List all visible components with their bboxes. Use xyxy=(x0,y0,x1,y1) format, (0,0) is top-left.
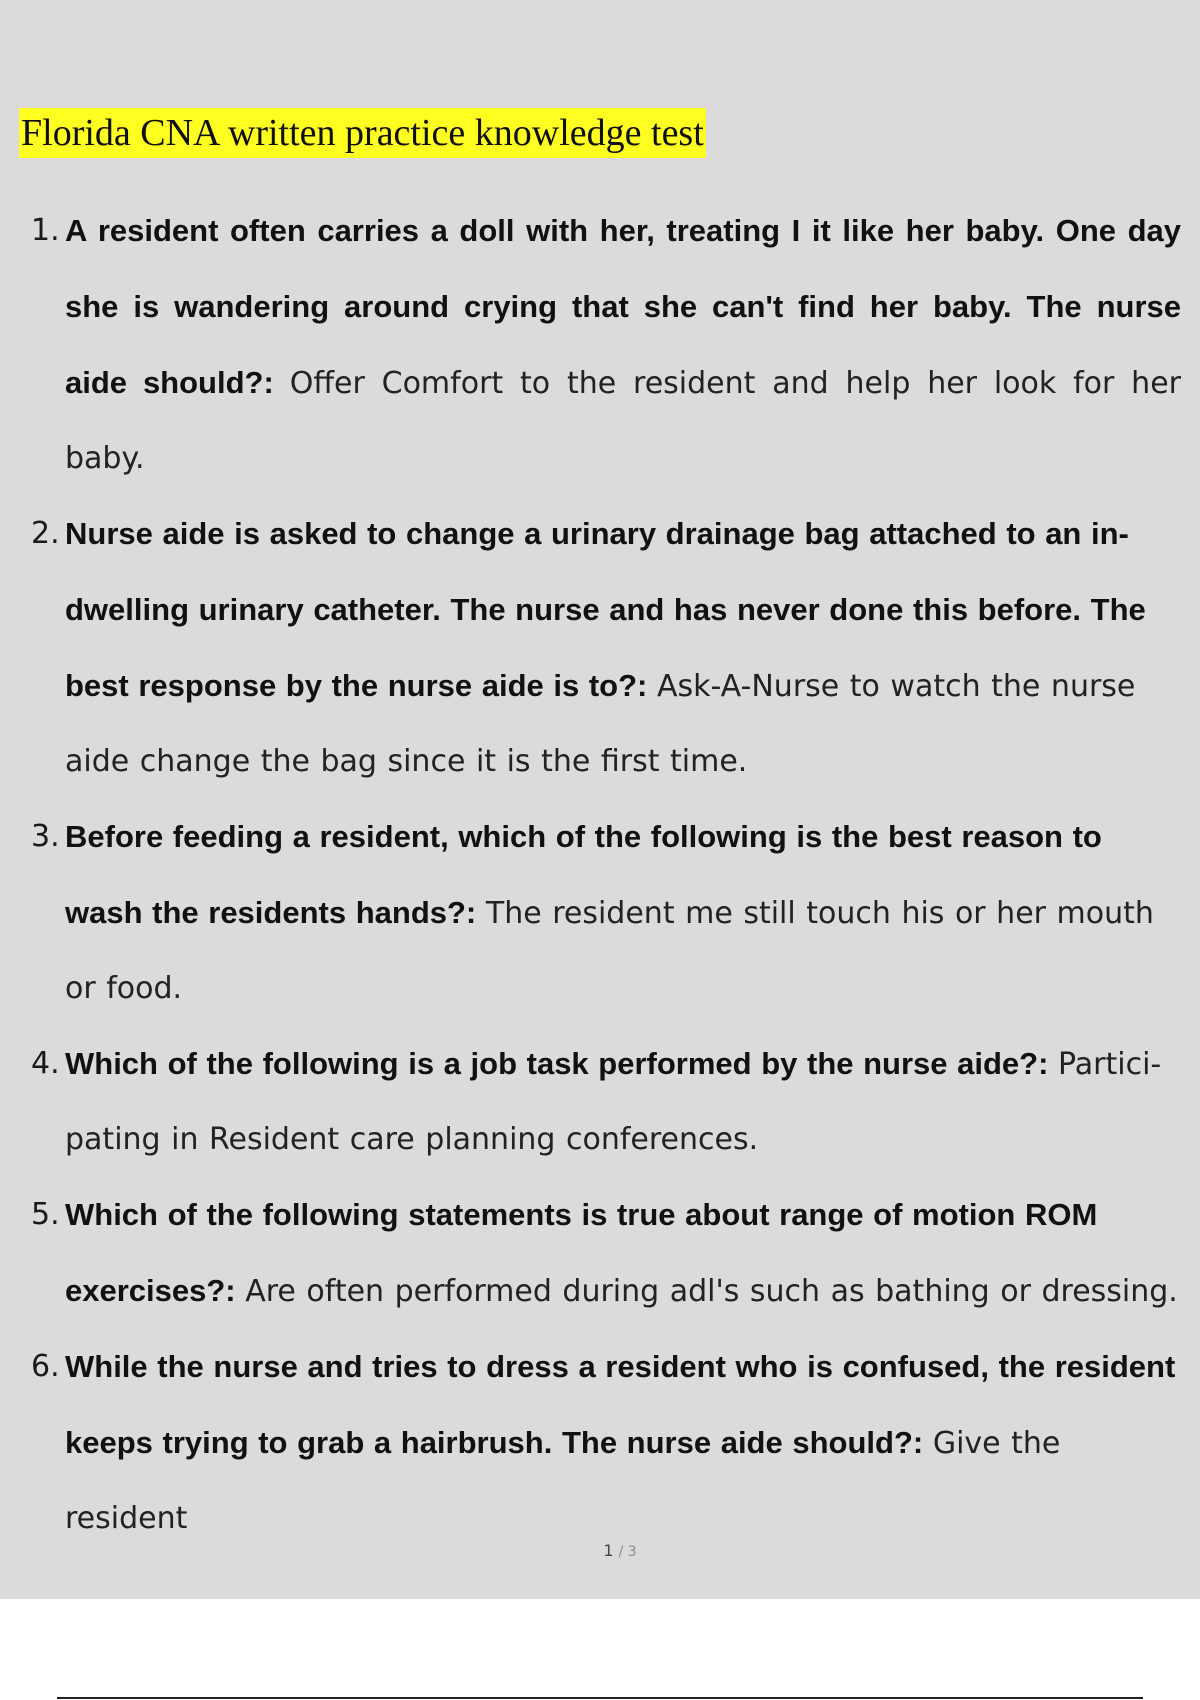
answer-text: Offer Comfort to the resident and help her look for her baby. xyxy=(65,366,1181,476)
question-text: A resident often carries a doll with her, treating I it like her baby. One day she is wandering around crying that she can't find her baby. The nurse aide should?: xyxy=(65,213,1181,400)
question-list xyxy=(31,193,1181,1556)
question-text: Nurse aide is asked to change a urinary drainage bag attached to an in-dwelling urinary catheter. The nurse and has never done this before. The best response by the nurse aide is to?: xyxy=(65,516,1146,703)
question-item-2 xyxy=(31,496,1181,799)
answer-text: The resident me still touch his or her mouth or food. xyxy=(65,896,1154,1006)
question-number: 4. xyxy=(31,1046,60,1081)
question-item-3 xyxy=(31,799,1181,1026)
question-text: While the nurse and tries to dress a resident who is confused, the resident keeps trying to grab a hairbrush. The nurse aide should?: xyxy=(65,1349,1176,1460)
question-text: Before feeding a resident, which of the following is the best reason to wash the residents hands?: xyxy=(65,819,1102,930)
question-body xyxy=(65,1177,1181,1329)
page-current: 1 xyxy=(603,1541,614,1560)
question-body xyxy=(65,1026,1181,1177)
question-item-1 xyxy=(31,193,1181,496)
question-item-6 xyxy=(31,1329,1181,1556)
question-item-5 xyxy=(31,1177,1181,1329)
question-text: Which of the following statements is true about range of motion ROM exercises?: xyxy=(65,1197,1098,1308)
page-counter xyxy=(0,1541,1200,1560)
question-body xyxy=(65,799,1181,1026)
question-number: 1. xyxy=(31,213,60,248)
answer-text: Ask-A-Nurse to watch the nurse aide change the bag since it is the first time. xyxy=(65,669,1136,779)
question-body xyxy=(65,1329,1181,1556)
question-number: 6. xyxy=(31,1349,60,1384)
page-total: / 3 xyxy=(618,1544,637,1560)
answer-text: Are often performed during adl's such as bathing or dressing. xyxy=(245,1274,1178,1309)
question-text: Which of the following is a job task performed by the nurse aide?: xyxy=(65,1046,1059,1081)
question-item-4 xyxy=(31,1026,1181,1177)
answer-text: Give the resident xyxy=(65,1426,1061,1536)
question-body xyxy=(65,193,1181,496)
document-title: Florida CNA written practice knowledge test xyxy=(19,108,706,158)
answer-text: Partici- pating in Resident care planning conferences. xyxy=(65,1047,1162,1157)
question-number: 5. xyxy=(31,1197,60,1232)
question-number: 2. xyxy=(31,516,60,551)
question-body xyxy=(65,496,1181,799)
page-divider xyxy=(57,1697,1143,1699)
question-number: 3. xyxy=(31,819,60,854)
